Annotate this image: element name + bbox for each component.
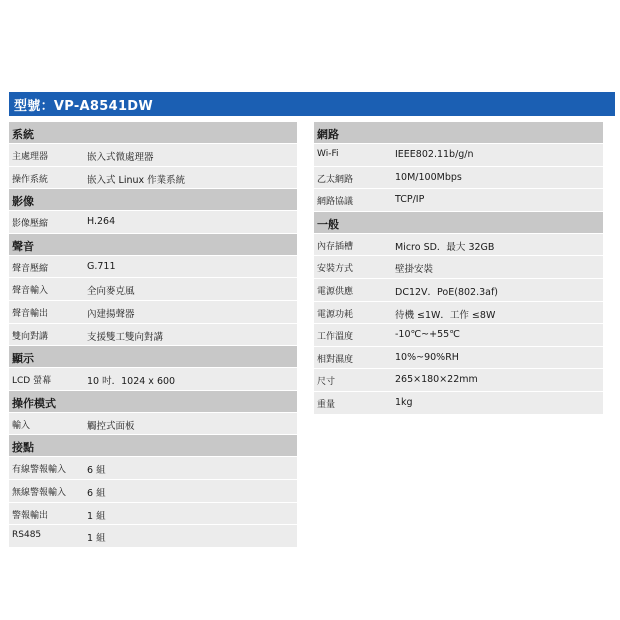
section-label: 影像 <box>12 195 34 209</box>
spec-key: 影像壓縮 <box>12 219 49 230</box>
spec-row <box>9 324 297 346</box>
spec-key: RS485 <box>12 530 42 541</box>
spec-column-left <box>9 122 297 548</box>
section-header <box>9 346 297 367</box>
spec-key: 乙太網路 <box>317 174 354 185</box>
section-header <box>9 391 297 412</box>
spec-value: 265×180×22mm <box>395 374 478 386</box>
spec-value: DC12V．PoE(802.3af) <box>395 286 499 298</box>
spec-key: 雙向對講 <box>12 331 49 342</box>
spec-key: 警報輸出 <box>12 510 49 521</box>
spec-column-right <box>314 122 603 415</box>
section-label: 系統 <box>12 128 34 141</box>
spec-key: 相對濕度 <box>317 354 354 365</box>
spec-value: 嵌入式 Linux 作業系統 <box>87 174 186 186</box>
spec-row <box>9 167 297 189</box>
section-header <box>9 435 297 456</box>
spec-row <box>314 324 603 346</box>
spec-value: 觸控式面板 <box>87 420 135 432</box>
spec-row <box>9 144 297 166</box>
section-header <box>9 189 297 210</box>
spec-key: 重量 <box>317 399 336 410</box>
spec-value: 待機 ≤1W．工作 ≤8W <box>395 309 496 321</box>
spec-key: 電源供應 <box>317 286 354 297</box>
spec-row <box>314 279 603 301</box>
spec-key: 聲音輸入 <box>12 286 49 297</box>
spec-value: 6 組 <box>87 465 106 477</box>
spec-row <box>9 413 297 435</box>
model-title: 型號：VP-A8541DW <box>14 99 154 114</box>
model-title-bar <box>9 92 615 116</box>
spec-value: 10M/100Mbps <box>395 171 462 183</box>
spec-value: TCP/IP <box>395 194 425 206</box>
spec-key: 安裝方式 <box>317 264 354 275</box>
spec-key: 無線警報輸入 <box>12 487 67 498</box>
spec-value: 1kg <box>395 396 413 408</box>
spec-value: Micro SD．最大 32GB <box>395 241 495 253</box>
spec-row <box>9 480 297 502</box>
spec-key: 有線警報輸入 <box>12 465 67 476</box>
spec-key: Wi-Fi <box>317 149 339 159</box>
spec-value: IEEE802.11b/g/n <box>395 149 474 160</box>
spec-row <box>314 302 603 324</box>
spec-key: 聲音輸出 <box>12 308 49 319</box>
spec-row <box>314 144 603 166</box>
spec-row <box>9 278 297 300</box>
spec-value: 嵌入式微處理器 <box>87 152 154 163</box>
spec-value: 1 組 <box>87 510 106 522</box>
spec-value: 1 組 <box>87 533 106 545</box>
spec-row <box>314 347 603 369</box>
spec-key: 工作溫度 <box>317 332 354 343</box>
section-header <box>314 122 603 143</box>
spec-row <box>314 392 603 414</box>
section-label: 網路 <box>317 128 339 141</box>
spec-row <box>9 525 297 547</box>
spec-row <box>9 368 297 390</box>
section-header <box>9 122 297 143</box>
spec-row <box>314 167 603 189</box>
spec-row <box>9 457 297 479</box>
spec-key: LCD 螢幕 <box>12 376 52 387</box>
spec-value: 10 吋．1024 x 600 <box>87 376 176 388</box>
spec-row <box>9 256 297 278</box>
spec-key: 輸入 <box>12 420 31 431</box>
spec-key: 尺寸 <box>317 377 336 388</box>
spec-key: 電源功耗 <box>317 309 354 320</box>
section-label: 操作模式 <box>12 396 56 410</box>
spec-key: 主處理器 <box>12 152 49 162</box>
section-label: 顯示 <box>12 352 34 366</box>
spec-key: 聲音壓縮 <box>12 263 49 274</box>
spec-value: H.264 <box>87 216 116 228</box>
section-label: 接點 <box>12 441 34 455</box>
spec-key: 網路協議 <box>317 197 354 208</box>
section-label: 一般 <box>317 217 339 231</box>
spec-key: 操作系統 <box>12 174 49 185</box>
spec-value: 6 組 <box>87 487 106 499</box>
section-header <box>314 212 603 233</box>
spec-key: 內存插槽 <box>317 241 354 252</box>
spec-value: 內建揚聲器 <box>87 308 135 320</box>
spec-value: G.711 <box>87 260 116 272</box>
spec-row <box>9 211 297 233</box>
spec-value: 壁掛安裝 <box>395 264 434 276</box>
spec-row <box>9 503 297 525</box>
spec-row <box>9 301 297 323</box>
section-header <box>9 234 297 255</box>
spec-row <box>314 256 603 278</box>
section-label: 聲音 <box>12 239 34 253</box>
spec-row <box>314 369 603 391</box>
spec-value: -10℃~+55℃ <box>395 329 460 341</box>
spec-value: 10%~90%RH <box>395 351 459 363</box>
spec-row <box>314 234 603 256</box>
spec-value: 支援雙工雙向對講 <box>87 331 164 343</box>
spec-value: 全向麥克風 <box>87 286 135 298</box>
spec-row <box>314 189 603 211</box>
